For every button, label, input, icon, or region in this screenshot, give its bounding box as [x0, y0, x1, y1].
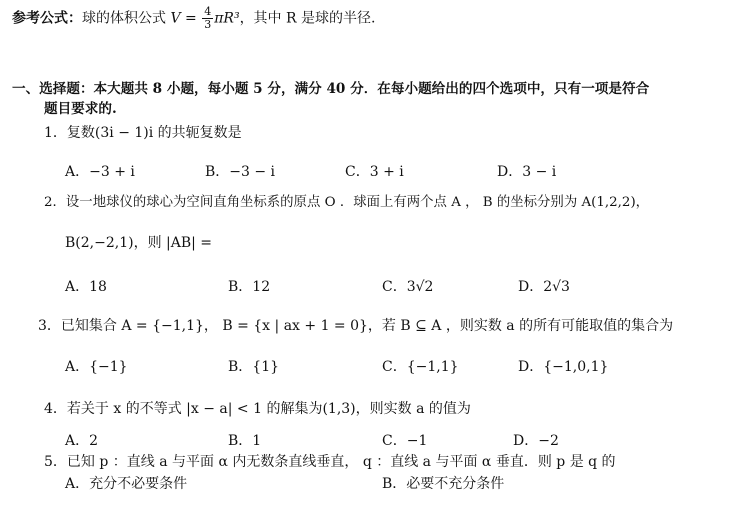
reference-text-after: ，其中 R 是球的半径. — [239, 10, 376, 27]
q3-option-c: C．{−1,1} — [382, 359, 459, 375]
reference-text-before: 球的体积公式 — [82, 10, 166, 27]
q3-option-d: D．{−1,0,1} — [518, 359, 609, 375]
question-2-stem: 2．设一地球仪的球心为空间直角坐标系的原点 O ．球面上有两个点 A ， B 的坐标分别为 A(1,2,2)， — [44, 195, 650, 210]
q4-option-b: B．1 — [228, 433, 262, 449]
q2-option-d: D．2√3 — [518, 279, 570, 295]
q3-option-b: B．{1} — [228, 359, 280, 375]
reference-label: 参考公式： — [12, 10, 82, 27]
q1-option-d: D．3 − i — [497, 164, 557, 180]
fraction-numerator: 4 — [204, 5, 212, 18]
q1-option-b: B．−3 − i — [205, 164, 276, 180]
q5-option-a: A．充分不必要条件 — [65, 476, 188, 492]
q4-option-d: D．−2 — [513, 433, 559, 449]
q3-option-a: A．{−1} — [65, 359, 128, 375]
section-heading-line1: 一、选择题：本大题共 8 小题，每小题 5 分，满分 40 分．在每小题给出的四个选项中，只有一项是符合 — [12, 81, 650, 97]
question-3-stem: 3．已知集合 A = {−1,1}， B = {x | ax + 1 = 0}，若 B ⊆ A ，则实数 a 的所有可能取值的集合为 — [38, 318, 674, 334]
q1-option-c: C．3 + i — [345, 164, 404, 180]
reference-formula-rhs: πR³ — [214, 10, 240, 27]
q4-option-a: A．2 — [65, 433, 99, 449]
question-2-stem-continued: B(2,−2,1)，则 |AB| = — [65, 235, 213, 251]
question-4-stem: 4．若关于 x 的不等式 |x − a| < 1 的解集为(1,3)，则实数 a 的值为 — [44, 401, 471, 417]
q4-option-c: C．−1 — [382, 433, 428, 449]
question-1-stem: 1．复数(3i − 1)i 的共轭复数是 — [44, 125, 242, 141]
q2-option-a: A．18 — [65, 279, 107, 295]
q1-option-a: A．−3 + i — [65, 164, 135, 180]
reference-fraction — [202, 6, 213, 31]
fraction-denominator: 3 — [204, 18, 212, 31]
q2-option-c: C．3√2 — [382, 279, 434, 295]
q2-option-b: B．12 — [228, 279, 271, 295]
q5-option-b: B．必要不充分条件 — [382, 476, 505, 492]
section-heading-line2: 题目要求的. — [44, 101, 117, 117]
reference-formula — [12, 6, 375, 31]
reference-formula-lhs: V = — [170, 10, 197, 27]
question-5-stem: 5．已知 p ：直线 a 与平面 α 内无数条直线垂直， q ：直线 a 与平面 α 垂直．则 p 是 q 的 — [44, 454, 616, 470]
